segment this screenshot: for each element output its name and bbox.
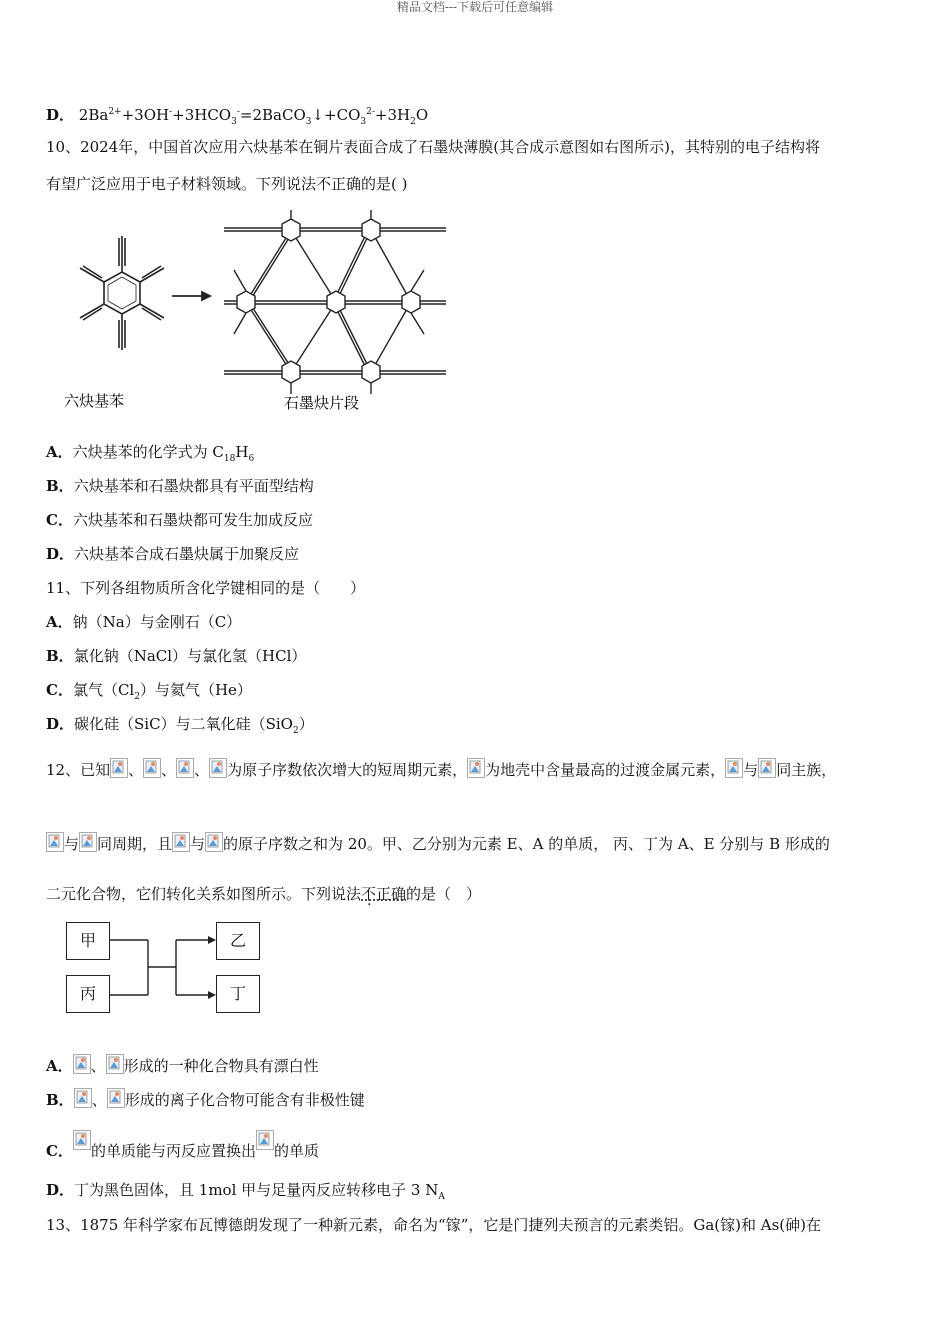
equation-part: +3HCO	[172, 106, 232, 124]
q9-option-d	[46, 102, 428, 132]
graphdiyne-structure	[224, 210, 446, 394]
broken-image-icon	[73, 1054, 91, 1074]
superscript: 2+	[108, 107, 122, 117]
equation-part: ↓+CO	[311, 106, 361, 124]
equation-part: =2BaCO	[239, 106, 306, 124]
flow-connectors	[110, 925, 218, 1005]
stem-text: 的是（ ）	[406, 885, 482, 903]
broken-image-icon	[256, 1130, 274, 1150]
broken-image-icon	[110, 758, 128, 778]
option-label: A．	[46, 443, 73, 461]
q10-option-a	[46, 442, 254, 469]
stem-text: 同周期，且	[97, 835, 173, 853]
emphasis-text: 不正确	[361, 885, 407, 903]
broken-image-icon	[758, 758, 776, 778]
broken-image-icon	[106, 1054, 124, 1074]
equation-part: +3H	[374, 106, 411, 124]
broken-image-icon	[205, 832, 223, 852]
subscript: 3	[305, 117, 312, 127]
broken-image-icon	[74, 1088, 92, 1108]
box-jia: 甲	[66, 922, 110, 960]
stem-text: 为地壳中含量最高的过渡金属元素，	[485, 761, 726, 779]
broken-image-icon	[46, 832, 64, 852]
option-text: 六炔基苯和石墨炔都具有平面型结构	[73, 477, 314, 495]
q12-option-a	[46, 1054, 319, 1076]
option-label: A．	[46, 613, 73, 631]
q10-option-d	[46, 544, 299, 564]
q10-option-b	[46, 476, 314, 496]
broken-image-icon	[143, 758, 161, 778]
hexaethynylbenzene-structure	[80, 236, 164, 350]
option-text: 氯气（Cl	[72, 681, 135, 699]
option-text: ）与氦气（He）	[139, 681, 252, 699]
q12-option-c	[46, 1130, 319, 1161]
broken-image-icon	[176, 758, 194, 778]
broken-image-icon	[209, 758, 227, 778]
stem-text: 同主族，	[776, 761, 837, 779]
q12-stem-line1	[46, 758, 836, 780]
q12-stem-line2	[46, 832, 830, 854]
option-text: 氯化钠（NaCl）与氯化氢（HCl）	[73, 647, 307, 665]
option-text: 钠（Na）与金刚石（C）	[72, 613, 242, 631]
broken-image-icon	[107, 1088, 125, 1108]
stem-text: 为原子序数依次增大的短周期元素，	[227, 761, 468, 779]
subscript: 3	[231, 117, 237, 127]
option-text: H	[235, 443, 249, 461]
option-label: D．	[46, 1181, 75, 1199]
equation-part: 2Ba	[78, 106, 109, 124]
broken-image-icon	[467, 758, 485, 778]
superscript: -	[169, 107, 173, 117]
q12-stem-line3	[46, 884, 481, 904]
separator: 、	[90, 1057, 106, 1075]
option-text: 的单质能与丙反应置换出	[90, 1142, 256, 1160]
option-label: C．	[46, 1142, 73, 1160]
separator: 、	[91, 1091, 107, 1109]
option-text: ）	[298, 715, 314, 733]
option-text: 碳化硅（SiC）与二氧化硅（SiO	[74, 715, 293, 733]
box-ding: 丁	[216, 975, 260, 1013]
broken-image-icon	[73, 1130, 91, 1150]
q11-stem: 11、下列各组物质所含化学键相同的是（ ）	[46, 579, 366, 597]
equation-part: O	[415, 106, 429, 124]
option-label: C．	[46, 511, 73, 529]
page-header: 精品文档---下载后可任意编辑	[396, 0, 554, 14]
q11-option-d	[46, 714, 314, 741]
option-text: 丁为黑色固体，且 1mol 甲与足量丙反应转移电子 3 N	[74, 1181, 439, 1199]
q13-stem: 13、1875 年科学家布瓦博德朗发现了一种新元素，命名为“镓”，它是门捷列夫预言的元素类铝。Ga(镓)和 As(砷)在	[46, 1216, 822, 1234]
option-label: B．	[46, 647, 74, 665]
superscript: 2-	[366, 107, 375, 117]
subscript: 2	[292, 726, 299, 736]
option-label: C．	[46, 681, 73, 699]
separator: 、	[128, 761, 144, 779]
reaction-arrow	[172, 292, 210, 300]
separator: 、	[194, 761, 210, 779]
option-label: B．	[46, 1091, 74, 1109]
q10-stem-line2: 有望广泛应用于电子材料领域。下列说法不正确的是( )	[46, 175, 408, 193]
option-text: 的单质	[273, 1142, 319, 1160]
subscript: 6	[248, 454, 255, 464]
stem-text: 与	[190, 835, 206, 853]
q11-option-b	[46, 646, 306, 666]
option-label: D．	[46, 545, 75, 563]
label-hexaethynylbenzene: 六炔基苯	[64, 392, 125, 410]
option-label: D．	[46, 106, 75, 124]
option-label: A．	[46, 1057, 73, 1075]
subscript: 2	[134, 692, 140, 702]
option-text: 六炔基苯的化学式为 C	[72, 443, 224, 461]
option-text: 六炔基苯和石墨炔都可发生加成反应	[72, 511, 313, 529]
q12-option-d	[46, 1180, 445, 1207]
stem-text: 二元化合物，它们转化关系如图所示。下列说法	[46, 885, 362, 903]
stem-text: 的原子序数之和为 20。甲、乙分别为元素 E、A 的单质， 丙、丁为 A、E 分别与 B 形成的	[223, 835, 830, 853]
subscript: A	[438, 1192, 445, 1202]
equation-part: +3OH	[121, 106, 170, 124]
box-yi: 乙	[216, 922, 260, 960]
q11-option-a	[46, 612, 241, 632]
q10-stem-line1: 10、2024年，中国首次应用六炔基苯在铜片表面合成了石墨炔薄膜(其合成示意图如右图所示)，其特别的电子结构将	[46, 138, 820, 156]
stem-text: 12、已知	[46, 761, 111, 779]
subscript: 3	[360, 117, 367, 127]
option-text: 形成的一种化合物具有漂白性	[123, 1057, 319, 1075]
broken-image-icon	[725, 758, 743, 778]
option-label: B．	[46, 477, 74, 495]
label-graphdiyne: 石墨炔片段	[284, 394, 360, 412]
q10-option-c	[46, 510, 313, 530]
stem-text: 与	[743, 761, 759, 779]
broken-image-icon	[79, 832, 97, 852]
option-text: 六炔基苯合成石墨炔属于加聚反应	[74, 545, 300, 563]
option-text: 形成的离子化合物可能含有非极性键	[124, 1091, 365, 1109]
separator: 、	[161, 761, 177, 779]
option-label: D．	[46, 715, 75, 733]
box-bing: 丙	[66, 975, 110, 1013]
q12-option-b	[46, 1088, 365, 1110]
subscript: 2	[410, 117, 416, 127]
q11-option-c	[46, 680, 252, 707]
subscript: 18	[223, 454, 236, 464]
superscript: -	[236, 107, 240, 117]
stem-text: 与	[64, 835, 80, 853]
q10-figure	[46, 206, 456, 422]
broken-image-icon	[172, 832, 190, 852]
